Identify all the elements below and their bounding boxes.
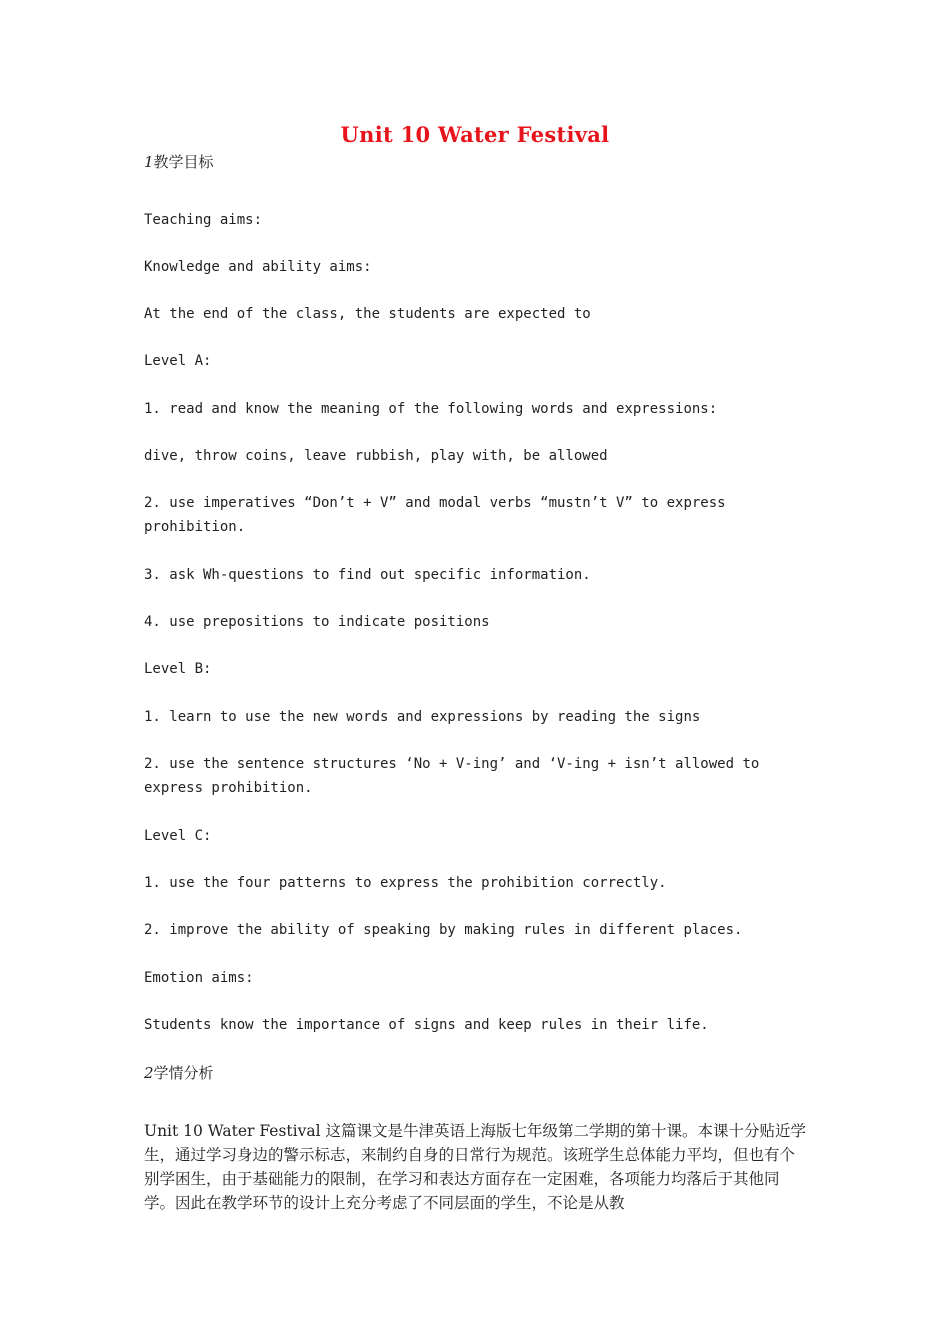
text-line: 1. use the four patterns to express the prohibition correctly. xyxy=(144,875,667,891)
text-line: Emotion aims: xyxy=(144,970,254,986)
text-line: At the end of the class, the students are expected to xyxy=(144,306,591,322)
text-line: Teaching aims: xyxy=(144,212,263,228)
text-line: 2. use the sentence structures ‘No + V-ing’ and ‘V-ing + isn’t allowed to express prohibition. xyxy=(144,756,768,796)
section-number: 2 xyxy=(144,1064,154,1082)
document-title: Unit 10 Water Festival xyxy=(340,122,610,147)
text-line: Level B: xyxy=(144,661,212,677)
section-label: 教学目标 xyxy=(153,153,214,171)
text-line: 1. read and know the meaning of the following words and expressions: xyxy=(144,401,718,417)
text-line: Level A: xyxy=(144,353,212,369)
section-label: 学情分析 xyxy=(153,1064,214,1082)
text-line: dive, throw coins, leave rubbish, play with, be allowed xyxy=(144,448,608,464)
text-line: Students know the importance of signs and keep rules in their life. xyxy=(144,1017,709,1033)
section-heading-teaching-goals xyxy=(144,151,214,172)
text-line: 2. use imperatives “Don’t + V” and modal verbs “mustn’t V” to express prohibition. xyxy=(144,495,735,535)
text-line: Level C: xyxy=(144,828,212,844)
text-line: 2. improve the ability of speaking by making rules in different places. xyxy=(144,922,743,938)
section-heading-learner-analysis xyxy=(144,1062,214,1083)
text-line: 1. learn to use the new words and expressions by reading the signs xyxy=(144,709,701,725)
analysis-paragraph: Unit 10 Water Festival 这篇课文是牛津英语上海版七年级第二学期的第十课。本课十分贴近学生，通过学习身边的警示标志，来制约自身的日常行为规范。该班学生总体能力平均，但也有个别学困生，由于基础能力的限制，在学习和表达方面存在一定困难，各项能力均落后于其他同学。因此在教学环节的设计上充分考虑了不同层面的学生，不论是从教 xyxy=(144,1122,806,1212)
text-line: 3. ask Wh-questions to find out specific information. xyxy=(144,567,591,583)
text-line: 4. use prepositions to indicate positions xyxy=(144,614,490,630)
text-line: Knowledge and ability aims: xyxy=(144,259,372,275)
section-number: 1 xyxy=(144,153,154,171)
